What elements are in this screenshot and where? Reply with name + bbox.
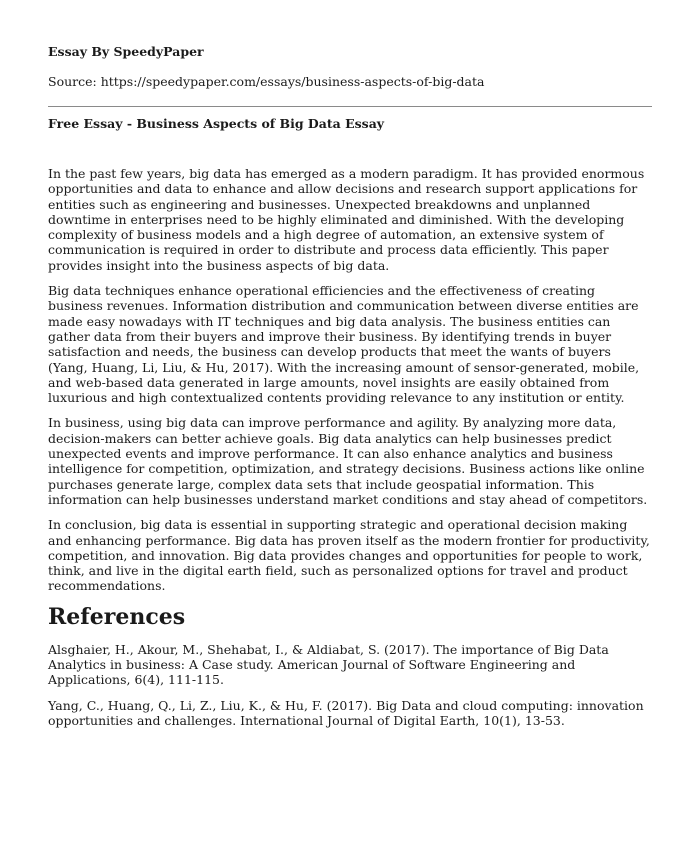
paragraph-techniques: Big data techniques enhance operational efficiencies and the effectiveness of creating business revenues. Information distribution and communication between diverse entities are made easy nowadays with IT techniques and big data analysis. The business entities can gather data from their buyers and improve their business. By identifying trends in buyer satisfaction and needs, the business can develop products that meet the wants of buyers (Yang, Huang, Li, Liu, & Hu, 2017). With the increasing amount of sensor-generated, mobile, and web-based data generated in large amounts, novel insights are easily obtained from luxurious and high contextualized contents providing relevance to any institution or entity. [48, 283, 640, 406]
essay-body [48, 166, 652, 594]
source-line: Source: https://speedypaper.com/essays/business-aspects-of-big-data [48, 74, 485, 89]
paragraph-intro: In the past few years, big data has emerged as a modern paradigm. It has provided enormous opportunities and data to enhance and allow decisions and research support applications for entities such as engineering and businesses. Unexpected breakdowns and unplanned downtime in enterprises need to be highly eliminated and diminished. With the developing complexity of business models and a high degree of automation, an extensive system of communication is required in order to distribute and process data efficiently. This paper provides insight into the business aspects of big data. [48, 166, 645, 273]
reference-item: Alsghaier, H., Akour, M., Shehabat, I., & Aldiabat, S. (2017). The importance of Big Data Analytics in business: A Case study. American Journal of Software Engineering and Applications, 6(4), 111-115. [48, 641, 609, 688]
reference-item: Yang, C., Huang, Q., Li, Z., Liu, K., & Hu, F. (2017). Big Data and cloud computing: innovation opportunities and challenges. International Journal of Digital Earth, 10(1), 13-53. [48, 697, 644, 728]
document-page [48, 44, 652, 738]
header-divider [48, 106, 652, 107]
paragraph-conclusion: In conclusion, big data is essential in supporting strategic and operational decision making and enhancing performance. Big data has proven itself as the modern frontier for productivity, competition, and innovation. Big data provides changes and opportunities for people to work, think, and live in the digital earth field, such as personalized options for travel and product recommendations. [48, 517, 650, 594]
paragraph-performance: In business, using big data can improve performance and agility. By analyzing more data, decision-makers can better achieve goals. Big data analytics can help businesses predict unexpected events and improve performance. It can also enhance analytics and business intelligence for competition, optimization, and strategy decisions. Business actions like online purchases generate large, complex data sets that include geospatial information. This information can help businesses understand market conditions and stay ahead of competitors. [48, 415, 648, 507]
essay-title: Free Essay - Business Aspects of Big Data Essay [48, 116, 385, 131]
essay-author-line: Essay By SpeedyPaper [48, 44, 204, 59]
references-heading: References [48, 603, 186, 630]
